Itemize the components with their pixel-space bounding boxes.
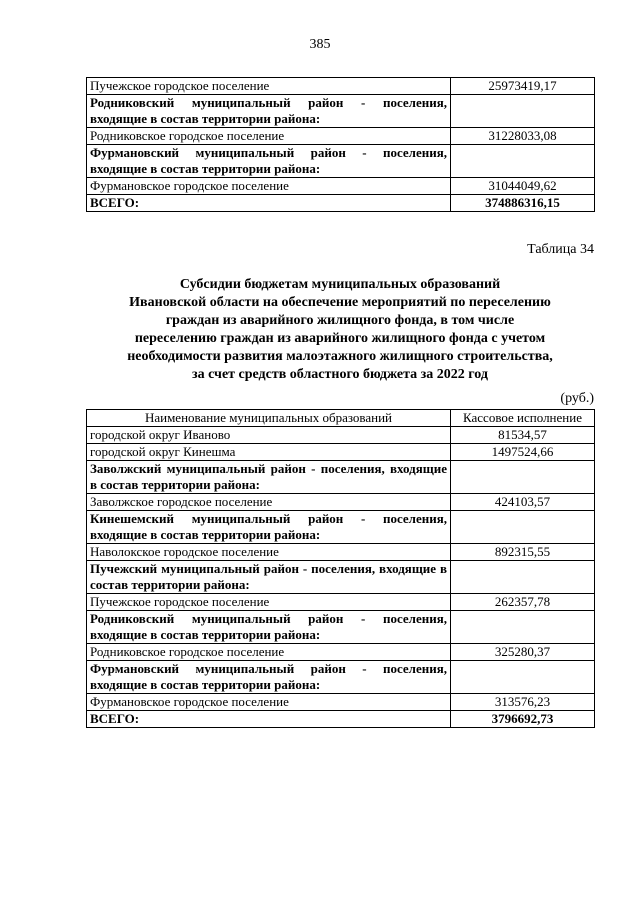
title-line: Субсидии бюджетам муниципальных образований bbox=[179, 277, 501, 292]
municipality-name: Фурмановское городское поселение bbox=[87, 694, 451, 711]
page-number: 385 bbox=[309, 37, 331, 52]
title-line: Ивановской области на обеспечение мероприятий по переселению bbox=[129, 295, 551, 310]
table-row bbox=[87, 594, 595, 611]
table-row bbox=[87, 178, 595, 195]
district-row bbox=[87, 511, 595, 544]
column-header-name: Наименование муниципальных образований bbox=[87, 410, 451, 427]
amount-cell: 31044049,62 bbox=[451, 178, 595, 195]
amount-cell: 892315,55 bbox=[451, 544, 595, 561]
table-header-row bbox=[87, 410, 595, 427]
municipality-name: Пучежское городское поселение bbox=[87, 78, 451, 95]
table-row bbox=[87, 694, 595, 711]
title-line: необходимости развития малоэтажного жилищного строительства, bbox=[127, 349, 553, 364]
amount-cell: 31228033,08 bbox=[451, 128, 595, 145]
municipality-name: ВСЕГО: bbox=[87, 195, 451, 212]
amount-cell: 313576,23 bbox=[451, 694, 595, 711]
amount-cell: 25973419,17 bbox=[451, 78, 595, 95]
amount-cell: 1497524,66 bbox=[451, 444, 595, 461]
amount-cell bbox=[451, 95, 595, 128]
amount-cell bbox=[451, 561, 595, 594]
amount-cell bbox=[451, 145, 595, 178]
table-row bbox=[87, 494, 595, 511]
table-row bbox=[87, 427, 595, 444]
amount-cell: 424103,57 bbox=[451, 494, 595, 511]
municipality-name: Родниковское городское поселение bbox=[87, 128, 451, 145]
amount-cell bbox=[451, 461, 595, 494]
table-row bbox=[87, 78, 595, 95]
district-row bbox=[87, 611, 595, 644]
table-title bbox=[86, 276, 594, 384]
amount-cell bbox=[451, 661, 595, 694]
municipality-name: Родниковское городское поселение bbox=[87, 644, 451, 661]
district-row bbox=[87, 145, 595, 178]
table-row bbox=[87, 128, 595, 145]
municipality-name: ВСЕГО: bbox=[87, 711, 451, 728]
municipality-name: Фурмановский муниципальный район - поселения, входящие в состав территории района: bbox=[87, 661, 451, 694]
municipality-name: Пучежское городское поселение bbox=[87, 594, 451, 611]
municipality-name: Заволжское городское поселение bbox=[87, 494, 451, 511]
municipality-name: Фурмановский муниципальный район - поселения, входящие в состав территории района: bbox=[87, 145, 451, 178]
municipality-name: Кинешемский муниципальный район - поселения, входящие в состав территории района: bbox=[87, 511, 451, 544]
total-row bbox=[87, 195, 595, 212]
table-row bbox=[87, 644, 595, 661]
amount-cell bbox=[451, 511, 595, 544]
title-line: граждан из аварийного жилищного фонда, в том числе bbox=[165, 313, 515, 328]
district-row bbox=[87, 95, 595, 128]
district-row bbox=[87, 561, 595, 594]
municipality-name: Родниковский муниципальный район - поселения, входящие в состав территории района: bbox=[87, 95, 451, 128]
title-line: за счет средств областного бюджета за 2022 год bbox=[191, 367, 488, 382]
municipality-name: Заволжский муниципальный район - поселения, входящие в состав территории района: bbox=[87, 461, 451, 494]
amount-cell: 3796692,73 bbox=[451, 711, 595, 728]
district-row bbox=[87, 661, 595, 694]
municipality-name: Наволокское городское поселение bbox=[87, 544, 451, 561]
table-row bbox=[87, 444, 595, 461]
amount-cell: 325280,37 bbox=[451, 644, 595, 661]
municipality-name: городской округ Кинешма bbox=[87, 444, 451, 461]
amount-cell: 262357,78 bbox=[451, 594, 595, 611]
amount-cell: 374886316,15 bbox=[451, 195, 595, 212]
municipality-name: Родниковский муниципальный район - поселения, входящие в состав территории района: bbox=[87, 611, 451, 644]
municipality-name: Пучежский муниципальный район - поселения, входящие в состав территории района: bbox=[87, 561, 451, 594]
amount-cell bbox=[451, 611, 595, 644]
column-header-amount: Кассовое исполнение bbox=[451, 410, 595, 427]
title-line: переселению граждан из аварийного жилищного фонда с учетом bbox=[134, 331, 546, 346]
table-row bbox=[87, 544, 595, 561]
continued-subsidy-table bbox=[86, 77, 595, 212]
amount-cell: 81534,57 bbox=[451, 427, 595, 444]
municipality-name: городской округ Иваново bbox=[87, 427, 451, 444]
subsidy-table bbox=[86, 409, 595, 728]
total-row bbox=[87, 711, 595, 728]
municipality-name: Фурмановское городское поселение bbox=[87, 178, 451, 195]
currency-unit: (руб.) bbox=[560, 391, 594, 406]
district-row bbox=[87, 461, 595, 494]
table-label: Таблица 34 bbox=[527, 242, 594, 257]
